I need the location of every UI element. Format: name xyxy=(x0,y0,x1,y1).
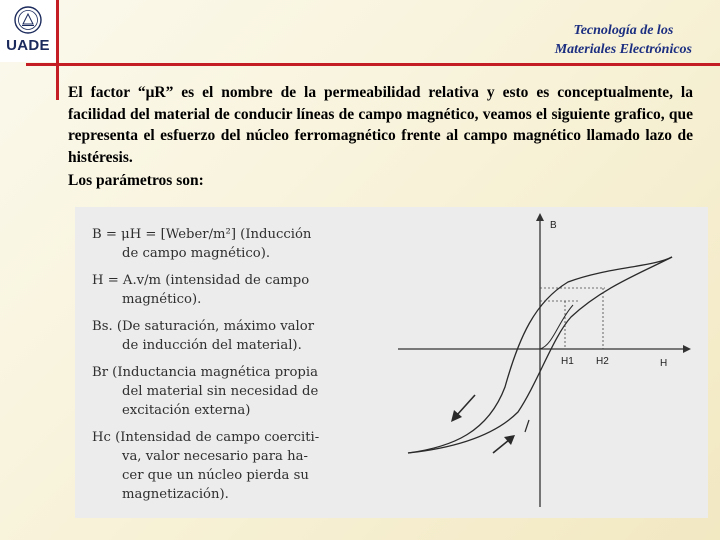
header-divider-vertical xyxy=(56,0,59,100)
definition-line: de inducción del material). xyxy=(122,338,302,353)
definition-line: de campo magnético). xyxy=(122,246,271,261)
definition-line: excitación externa) xyxy=(122,403,251,418)
tick-label-h1: H1 xyxy=(561,356,574,367)
definition-item xyxy=(92,363,382,420)
definition-item xyxy=(92,317,382,355)
header-divider-horizontal xyxy=(26,63,720,66)
hysteresis-figure xyxy=(75,207,708,518)
definition-line: va, valor necesario para ha- xyxy=(122,449,308,464)
direction-arrow-up-lower xyxy=(493,440,509,453)
definition-line: Hc (Intensidad de campo coerciti- xyxy=(92,430,320,445)
definition-line: magnético). xyxy=(122,292,202,307)
definition-line: H = A.v/m (intensidad de campo xyxy=(92,273,310,288)
params-label: Los parámetros son: xyxy=(68,172,204,189)
logo-text: UADE xyxy=(6,37,50,54)
intro-paragraph: El factor “μR” es el nombre de la permeabilidad relativa y esto es conceptualmente, la facilidad del material de conducir líneas de campo magnético, veamos el siguiente grafico, que representa el esfuerzo del núcleo ferromagnético frente al campo magnético llamado lazo de histéresis. xyxy=(68,84,693,166)
hysteresis-loop-graph xyxy=(393,207,708,518)
tick-label-h2: H2 xyxy=(596,356,609,367)
course-title xyxy=(555,21,692,59)
definition-item xyxy=(92,271,382,309)
definition-line: del material sin necesidad de xyxy=(122,384,319,399)
definition-item xyxy=(92,428,382,504)
direction-arrow-down xyxy=(457,395,475,415)
b-axis-label: B xyxy=(550,220,557,231)
course-title-line2: Materiales Electrónicos xyxy=(554,42,692,57)
definition-line: cer que un núcleo pierda su xyxy=(122,468,309,483)
university-seal-icon xyxy=(14,6,42,34)
h-axis-arrow-icon xyxy=(683,345,691,353)
initial-magnetization-curve xyxy=(540,305,573,349)
b-axis-arrow-icon xyxy=(536,213,544,221)
definition-item xyxy=(92,225,382,263)
logo xyxy=(0,0,56,62)
direction-arrow-up-mid xyxy=(525,420,529,432)
definition-line: B = μH = [Weber/m²] (Inducción xyxy=(92,227,312,242)
definitions-list xyxy=(92,225,382,512)
h-axis-label: H xyxy=(660,358,668,369)
definition-line: magnetización). xyxy=(122,487,229,502)
definition-line: Br (Inductancia magnética propia xyxy=(92,365,318,380)
course-title-line1: Tecnología de los xyxy=(573,23,674,38)
definition-line: Bs. (De saturación, máximo valor xyxy=(92,319,314,334)
